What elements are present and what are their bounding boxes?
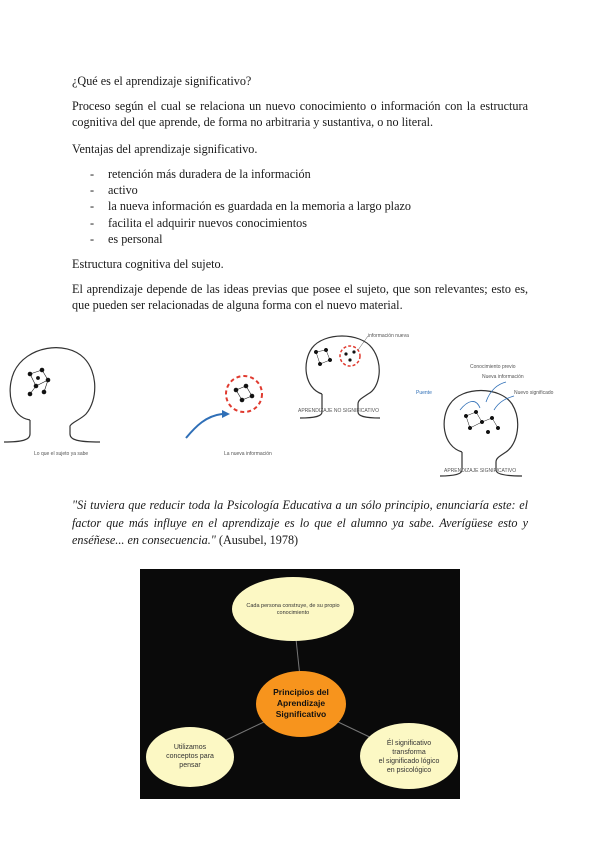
center-line1: Principios del: [273, 687, 329, 697]
concept-map: [140, 569, 460, 799]
advantages-list: [90, 166, 411, 247]
head4-top-label-a: Conocimiento previo: [470, 364, 516, 370]
cognitive-structure-figure: [0, 322, 600, 482]
right-line4: en psicológico: [386, 767, 432, 774]
structure-paragraph: El aprendizaje depende de las ideas previas que posee el sujeto, que son relevantes; esto es, que pueden ser relacionadas de alguna forma con el nuevo material.: [72, 282, 528, 312]
structure-heading: Estructura cognitiva del sujeto.: [72, 257, 224, 271]
list-item: - facilita el adquirir nuevos conocimientos: [90, 215, 307, 230]
list-item: - la nueva información es guardada en la memoria a largo plazo: [90, 199, 411, 214]
concept-map-svg: [140, 569, 460, 799]
left-bubble: [146, 727, 234, 787]
new-info-network-icon: [234, 384, 254, 402]
top-bubble-line2: conocimiento: [276, 610, 310, 616]
list-item: - retención más duradera de la información: [90, 167, 311, 181]
head2-caption: La nueva información: [224, 451, 272, 457]
bullet-dash: -: [90, 183, 95, 198]
list-item: - activo: [90, 183, 138, 198]
center-bubble: [256, 671, 346, 737]
bullet-dash: -: [90, 231, 95, 246]
advantages-heading: Ventajas del aprendizaje significativo.: [72, 142, 258, 156]
head4-left-label: Puente: [416, 390, 432, 396]
left-line3: pensar: [179, 762, 201, 769]
center-line3: Significativo: [275, 709, 327, 719]
head-silhouette-nonsignificant: [298, 333, 409, 418]
left-line2: conceptos para: [166, 753, 214, 760]
head3-top-label: información nueva: [368, 333, 409, 339]
quote-text: "Si tuviera que reducir toda la Psicología Educativa a un sólo principio, enunciaría este: el factor que más influye en el aprendizaje es lo que el alumno ya sabe. Averígüese esto y enséñese... en consecuencia.": [72, 498, 528, 547]
top-bubble: [232, 577, 354, 641]
head4-caption: APRENDIZAJE SIGNIFICATIVO: [444, 468, 517, 474]
right-line3: el significado lógico: [378, 758, 440, 765]
head4-top-label-b: Nueva información: [482, 374, 524, 380]
new-information-figure: [186, 376, 272, 457]
center-line2: Aprendizaje: [276, 698, 326, 708]
head-silhouette-significant: [416, 364, 554, 476]
right-line1: Él significativo: [386, 740, 432, 747]
right-line2: transforma: [392, 749, 426, 756]
ausubel-quote: [72, 497, 528, 550]
question-heading: ¿Qué es el aprendizaje significativo?: [72, 74, 252, 88]
quote-attribution: (Ausubel, 1978): [215, 533, 299, 547]
head-silhouette-known: [4, 348, 100, 457]
top-bubble-line1: Cada persona construye, de su propio: [246, 603, 340, 609]
bullet-dash: -: [90, 215, 95, 230]
knowledge-network-icon: [28, 368, 50, 396]
bullet-dash: -: [90, 167, 95, 181]
list-item: - es personal: [90, 231, 163, 246]
head3-caption: APRENDIZAJE NO SIGNIFICATIVO: [298, 408, 380, 414]
right-bubble: [360, 723, 458, 789]
definition-paragraph: Proceso según el cual se relaciona un nuevo conocimiento o información con la estructura cognitiva del que aprende, de forma no arbitraria y sustantiva, o no literal.: [72, 99, 528, 129]
arrow-icon: [186, 414, 222, 438]
bullet-dash: -: [90, 199, 95, 214]
left-line1: Utilizamos: [173, 744, 207, 751]
head1-caption: Lo que el sujeto ya sabe: [34, 451, 89, 457]
head4-right-label: Nuevo significado: [514, 390, 554, 396]
